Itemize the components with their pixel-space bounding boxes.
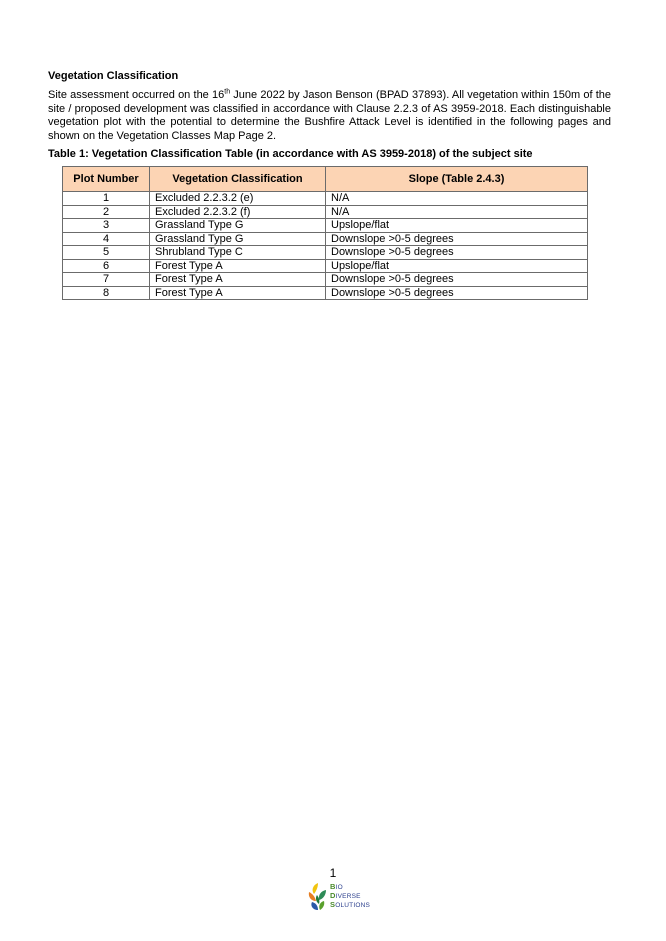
table-row [63,192,588,206]
table-row [63,246,588,260]
cell-plot: 7 [63,273,150,287]
cell-plot: 4 [63,232,150,246]
cell-slope: Upslope/flat [326,259,588,273]
cell-vegetation: Grassland Type G [150,219,326,233]
cell-vegetation: Shrubland Type C [150,246,326,260]
cell-vegetation: Forest Type A [150,286,326,300]
header-slope: Slope (Table 2.4.3) [326,167,588,192]
cell-slope: N/A [326,192,588,206]
company-logo [306,880,372,912]
page-number: 1 [329,866,337,880]
cell-plot: 3 [63,219,150,233]
paragraph-text-end: June 2022 by Jason Benson (BPAD 37893). All vegetation within 150m of the site / proposed development was classified in accordance with Clause 2.2.3 of AS 3959-2018. Each distinguishable vegetation plot with the potential to determine the Bushfire Attack Level is identified in the following pages and shown on the Vegetation Classes Map Page 2. [48,89,611,142]
cell-plot: 5 [63,246,150,260]
cell-plot: 6 [63,259,150,273]
cell-plot: 1 [63,192,150,206]
logo-line-solutions: SOLUTIONS [330,900,371,909]
table-row [63,259,588,273]
assessment-paragraph [48,89,611,143]
logo-wordmark [330,883,370,910]
vegetation-table [62,166,588,300]
table-caption: Table 1: Vegetation Classification Table (in accordance with AS 3959-2018) of the subject site [48,148,533,160]
cell-slope: Downslope >0-5 degrees [326,286,588,300]
cell-vegetation: Excluded 2.2.3.2 (f) [150,205,326,219]
cell-vegetation: Forest Type A [150,259,326,273]
cell-vegetation: Excluded 2.2.3.2 (e) [150,192,326,206]
cell-slope: Upslope/flat [326,219,588,233]
cell-vegetation: Forest Type A [150,273,326,287]
header-plot-number: Plot Number [63,167,150,192]
table-row [63,232,588,246]
leaf-cluster-icon [306,880,330,912]
cell-slope: Downslope >0-5 degrees [326,232,588,246]
ordinal-suffix: th [224,88,231,96]
header-vegetation-classification: Vegetation Classification [150,167,326,192]
table-row [63,286,588,300]
table-row [63,205,588,219]
table-header-row [63,167,588,192]
cell-plot: 8 [63,286,150,300]
cell-slope: N/A [326,205,588,219]
logo-line-bio: BIO [330,882,343,891]
cell-slope: Downslope >0-5 degrees [326,273,588,287]
table-row [63,273,588,287]
cell-slope: Downslope >0-5 degrees [326,246,588,260]
section-heading: Vegetation Classification [48,70,179,82]
logo-line-diverse: DIVERSE [330,891,361,900]
table-row [63,219,588,233]
paragraph-text-start: Site assessment occurred on the 16 [48,89,225,101]
cell-vegetation: Grassland Type G [150,232,326,246]
cell-plot: 2 [63,205,150,219]
